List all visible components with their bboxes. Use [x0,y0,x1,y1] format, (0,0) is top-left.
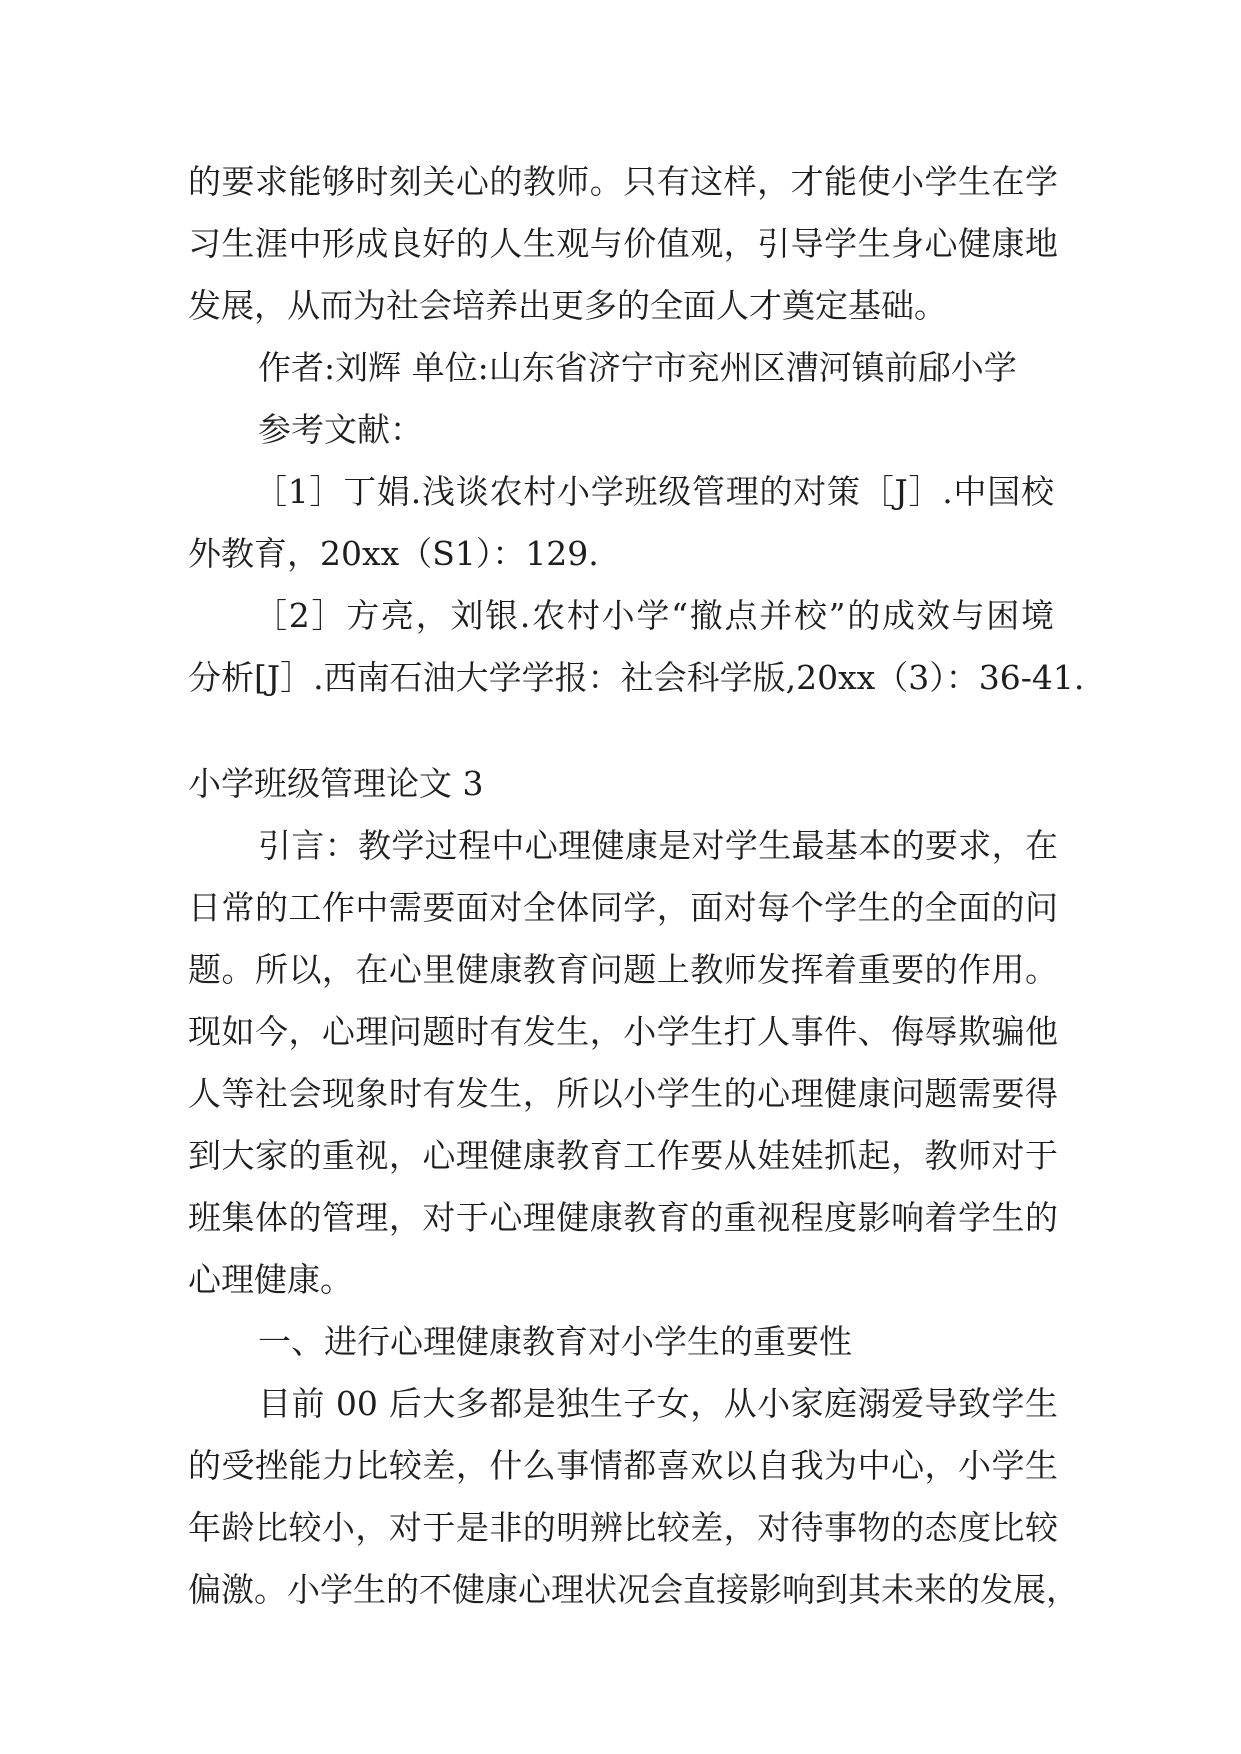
paragraph-line: 习生涯中形成良好的人生观与价值观，引导学生身心健康地 [188,224,1058,263]
reference-line: 外教育，20xx（S1）：129. [188,534,599,573]
paragraph-line: 现如今，心理问题时有发生，小学生打人事件、侮辱欺骗他 [188,1012,1058,1051]
reference-line: 分析[J］.西南石油大学学报：社会科学版,20xx（3）：36-41. [188,658,1085,697]
paragraph-line: 日常的工作中需要面对全体同学，面对每个学生的全面的问 [188,888,1058,927]
references-heading: 参考文献： [258,410,423,449]
paragraph-line: 发展，从而为社会培养出更多的全面人才奠定基础。 [188,286,947,325]
paragraph-line: 的受挫能力比较差，什么事情都喜欢以自我为中心，小学生 [188,1446,1058,1485]
reference-line: ［1］丁娟.浅谈农村小学班级管理的对策［J］.中国校 [254,472,1054,511]
paragraph-line: 到大家的重视，心理健康教育工作要从娃娃抓起，教师对于 [188,1136,1058,1175]
paragraph-line: 心理健康。 [188,1260,353,1299]
paragraph-line: 偏激。小学生的不健康心理状况会直接影响到其未来的发展， [188,1570,1079,1609]
paragraph-line: 题。所以，在心里健康教育问题上教师发挥着重要的作用。 [188,950,1058,989]
paragraph-line: 人等社会现象时有发生，所以小学生的心理健康问题需要得 [188,1074,1058,1113]
paragraph-line: 引言：教学过程中心理健康是对学生最基本的要求，在 [258,826,1058,865]
section-title: 小学班级管理论文 3 [188,764,484,803]
paragraph-line: 年龄比较小，对于是非的明辨比较差，对待事物的态度比较 [188,1508,1058,1547]
paragraph-line: 的要求能够时刻关心的教师。只有这样，才能使小学生在学 [188,162,1058,201]
paragraph-line: 班集体的管理，对于心理健康教育的重视程度影响着学生的 [188,1198,1058,1237]
author-line: 作者:刘辉 单位:山东省济宁市兖州区漕河镇前郈小学 [258,348,1017,387]
paragraph-line: 目前 00 后大多都是独生子女，从小家庭溺爱导致学生 [258,1384,1058,1423]
section-heading: 一、进行心理健康教育对小学生的重要性 [258,1322,852,1361]
reference-line: ［2］方亮，刘银.农村小学“撤点并校”的成效与困境 [254,596,1054,635]
